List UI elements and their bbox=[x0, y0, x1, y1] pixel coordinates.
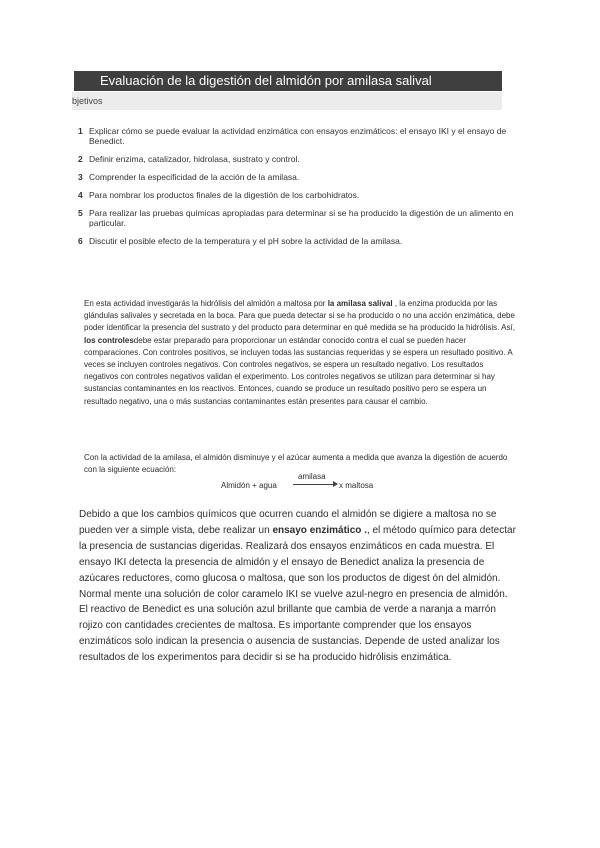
objective-number: 1 bbox=[78, 126, 83, 136]
main-paragraph bbox=[79, 507, 519, 666]
objective-item bbox=[78, 208, 518, 228]
objective-item bbox=[78, 154, 518, 164]
objective-item bbox=[78, 190, 518, 200]
objective-number: 6 bbox=[78, 236, 83, 246]
objective-number: 3 bbox=[78, 172, 83, 182]
intro-text: , la enzima producida por las glándulas salivales y secretada en la boca. Para que pueda detectar si se ha producido o no una acción enzimática, debe poder identificar la presencia del sustrato y del producto para determinar en qué medida se ha producido la hidrólisis. Así, bbox=[84, 299, 515, 333]
intro-paragraph bbox=[84, 298, 516, 408]
objective-item bbox=[78, 126, 518, 146]
equation-products: x maltosa bbox=[339, 481, 374, 490]
reaction-arrow-icon bbox=[293, 484, 337, 485]
intro-text: En esta actividad investigarás la hidrólisis del almidón a maltosa por bbox=[84, 299, 328, 308]
intro-bold-term: la amilasa salival bbox=[327, 299, 393, 308]
intro-text: debe estar preparado para proporcionar un estándar conocido contra el cual se pueden hacer comparaciones. Con controles positivos, se incluyen todas las sustancias requeridas y se espera un resultado positivo. A veces se incluyen controles negativos. Con controles negativos, se espera un resultado negativo. Los resultados negativos con controles negativos validan el experimento. Los controles negativos se utilizan para determinar si hay sustancias contaminantes en los reactivos. Entonces, cuando se produce un resultado positivo pero se espera un resultado negativo, una o más sustancias contaminantes están presentes para causar el cambio. bbox=[84, 335, 513, 406]
objective-text: Discutir el posible efecto de la temperatura y el pH sobre la actividad de la amilasa. bbox=[89, 236, 403, 246]
objective-text: Para realizar las pruebas químicas apropiadas para determinar si se ha producido la digestión de un alimento en particular. bbox=[89, 208, 514, 228]
main-text: Debido a que los cambios químicos que ocurren cuando el almidón se digiere a maltosa no se pueden ver a simple vista, debe realizar un bbox=[79, 509, 497, 536]
equation-intro-text: Con la actividad de la amilasa, el almidón disminuye y el azúcar aumenta a medida que avanza la digestión de acuerdo con la siguiente ecuación: bbox=[84, 453, 508, 474]
objective-number: 2 bbox=[78, 154, 83, 164]
equation-reactants: Almidón + agua bbox=[221, 481, 277, 490]
objective-number: 4 bbox=[78, 190, 83, 200]
objective-text: Definir enzima, catalizador, hidrolasa, sustrato y control. bbox=[89, 154, 300, 164]
objective-text: Para nombrar los productos finales de la digestión de los carbohidratos. bbox=[89, 190, 360, 200]
reaction-equation bbox=[221, 472, 381, 494]
objective-item bbox=[78, 172, 518, 182]
equation-enzyme-label: amilasa bbox=[298, 472, 326, 481]
main-text: , el método químico para detectar la presencia de sustancias digeridas. Realizará dos ensayos enzimáticos en cada muestra. El ensayo IKI detecta la presencia de almidón y el ensayo de Benedict analiza la presencia de azúcares reductores, como glucosa o maltosa, que son los productos de digest ón del almidón. Normal mente una solución de color caramelo IKI se vuelve azul-negro en presencia de almidón. El reactivo de Benedict es una solución azul brillante que cambia de verde a naranja a marrón rojizo con cantidades crecientes de maltosa. Es importante comprender que los ensayos enzimáticos solo indican la presencia o ausencia de sustancias. Depende de usted analizar los resultados de los experimentos para decidir si se ha producido hidrólisis enzimática. bbox=[79, 524, 516, 664]
intro-bold-term: los controles bbox=[84, 335, 134, 345]
section-header-objectives: bjetivos bbox=[72, 92, 502, 110]
objective-number: 5 bbox=[78, 208, 83, 218]
main-bold-term: ensayo enzimático . bbox=[272, 524, 367, 536]
page-title: Evaluación de la digestión del almidón por amilasa salival bbox=[74, 71, 502, 91]
objective-item bbox=[78, 236, 518, 246]
objectives-list bbox=[78, 126, 518, 246]
objective-text: Comprender la especificidad de la acción de la amilasa. bbox=[89, 172, 300, 182]
objective-text: Explicar cómo se puede evaluar la actividad enzimática con ensayos enzimáticos: el ensayo IKI y el ensayo de Benedict. bbox=[89, 126, 507, 146]
